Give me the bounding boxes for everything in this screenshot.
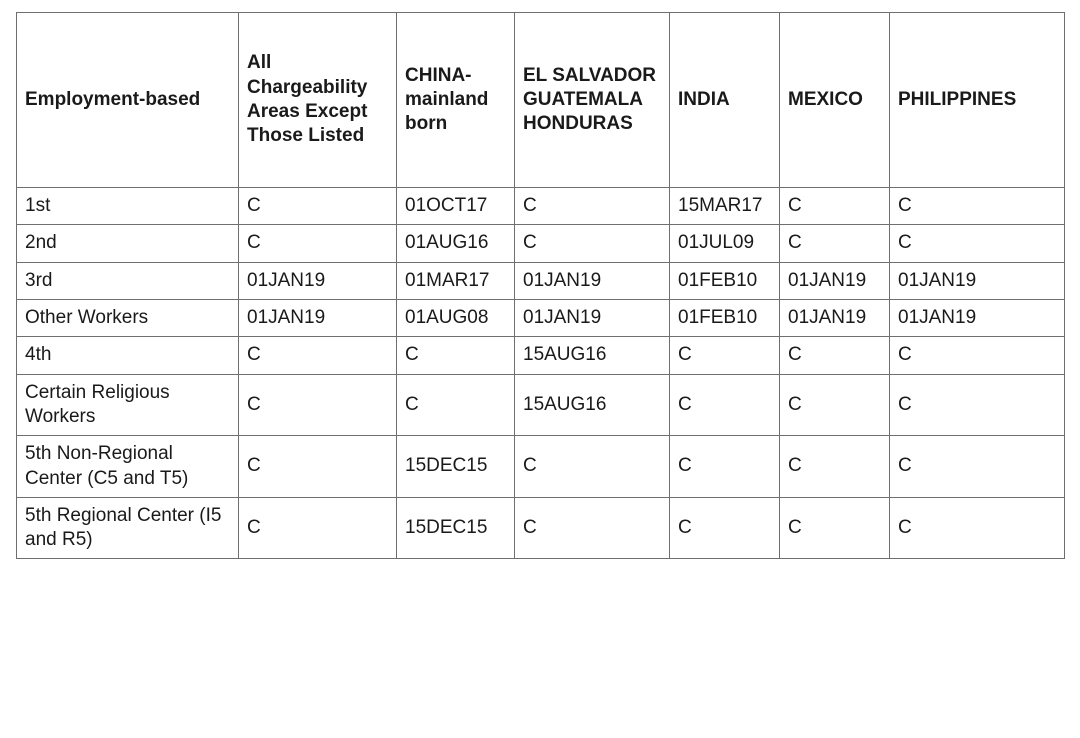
employment-based-table <box>16 12 1065 559</box>
cell-value: C <box>890 374 1065 436</box>
cell-value: 01JAN19 <box>780 299 890 336</box>
column-header-china-mainland-born: CHINA-mainland born <box>397 13 515 188</box>
column-header-category: Employment-based <box>17 13 239 188</box>
cell-value: 01JAN19 <box>515 299 670 336</box>
cell-value: C <box>397 337 515 374</box>
row-category: 3rd <box>17 262 239 299</box>
row-category: 1st <box>17 188 239 225</box>
cell-value: C <box>239 436 397 498</box>
table-row <box>17 374 1065 436</box>
cell-value: C <box>515 225 670 262</box>
cell-value: 15DEC15 <box>397 436 515 498</box>
cell-value: C <box>515 188 670 225</box>
cell-value: 15AUG16 <box>515 374 670 436</box>
cell-value: 01AUG08 <box>397 299 515 336</box>
table-row <box>17 299 1065 336</box>
table-row <box>17 337 1065 374</box>
cell-value: C <box>780 337 890 374</box>
table-row <box>17 188 1065 225</box>
column-header-all-chargeability-areas: All Chargeability Areas Except Those Listed <box>239 13 397 188</box>
cell-value: 01OCT17 <box>397 188 515 225</box>
cell-value: C <box>890 188 1065 225</box>
cell-value: C <box>397 374 515 436</box>
cell-value: 01JAN19 <box>515 262 670 299</box>
cell-value: 01FEB10 <box>670 299 780 336</box>
cell-value: C <box>239 225 397 262</box>
table-row <box>17 225 1065 262</box>
cell-value: 01JAN19 <box>780 262 890 299</box>
cell-value: C <box>890 337 1065 374</box>
table-header <box>17 13 1065 188</box>
cell-value: 01JAN19 <box>239 262 397 299</box>
cell-value: 15DEC15 <box>397 497 515 559</box>
table-header-row <box>17 13 1065 188</box>
cell-value: 01FEB10 <box>670 262 780 299</box>
cell-value: 15AUG16 <box>515 337 670 374</box>
table-body <box>17 188 1065 559</box>
cell-value: C <box>239 374 397 436</box>
cell-value: C <box>670 337 780 374</box>
cell-value: C <box>780 436 890 498</box>
cell-value: 01MAR17 <box>397 262 515 299</box>
cell-value: C <box>780 225 890 262</box>
row-category: 5th Non-Regional Center (C5 and T5) <box>17 436 239 498</box>
cell-value: C <box>239 188 397 225</box>
table-row <box>17 497 1065 559</box>
row-category: Certain Religious Workers <box>17 374 239 436</box>
cell-value: C <box>670 497 780 559</box>
cell-value: C <box>890 225 1065 262</box>
cell-value: 01AUG16 <box>397 225 515 262</box>
row-category: 2nd <box>17 225 239 262</box>
cell-value: C <box>780 374 890 436</box>
cell-value: 01JUL09 <box>670 225 780 262</box>
column-header-el-salvador-guatemala-honduras: EL SALVADOR GUATEMALA HONDURAS <box>515 13 670 188</box>
cell-value: C <box>780 188 890 225</box>
table-row <box>17 262 1065 299</box>
cell-value: C <box>670 436 780 498</box>
cell-value: C <box>890 497 1065 559</box>
table-row <box>17 436 1065 498</box>
cell-value: 01JAN19 <box>239 299 397 336</box>
cell-value: C <box>515 497 670 559</box>
column-header-india: INDIA <box>670 13 780 188</box>
cell-value: C <box>890 436 1065 498</box>
cell-value: 01JAN19 <box>890 299 1065 336</box>
cell-value: C <box>239 337 397 374</box>
cell-value: C <box>515 436 670 498</box>
cell-value: C <box>780 497 890 559</box>
cell-value: C <box>670 374 780 436</box>
cell-value: 01JAN19 <box>890 262 1065 299</box>
cell-value: C <box>239 497 397 559</box>
cell-value: 15MAR17 <box>670 188 780 225</box>
row-category: 5th Regional Center (I5 and R5) <box>17 497 239 559</box>
row-category: Other Workers <box>17 299 239 336</box>
column-header-philippines: PHILIPPINES <box>890 13 1065 188</box>
column-header-mexico: MEXICO <box>780 13 890 188</box>
row-category: 4th <box>17 337 239 374</box>
